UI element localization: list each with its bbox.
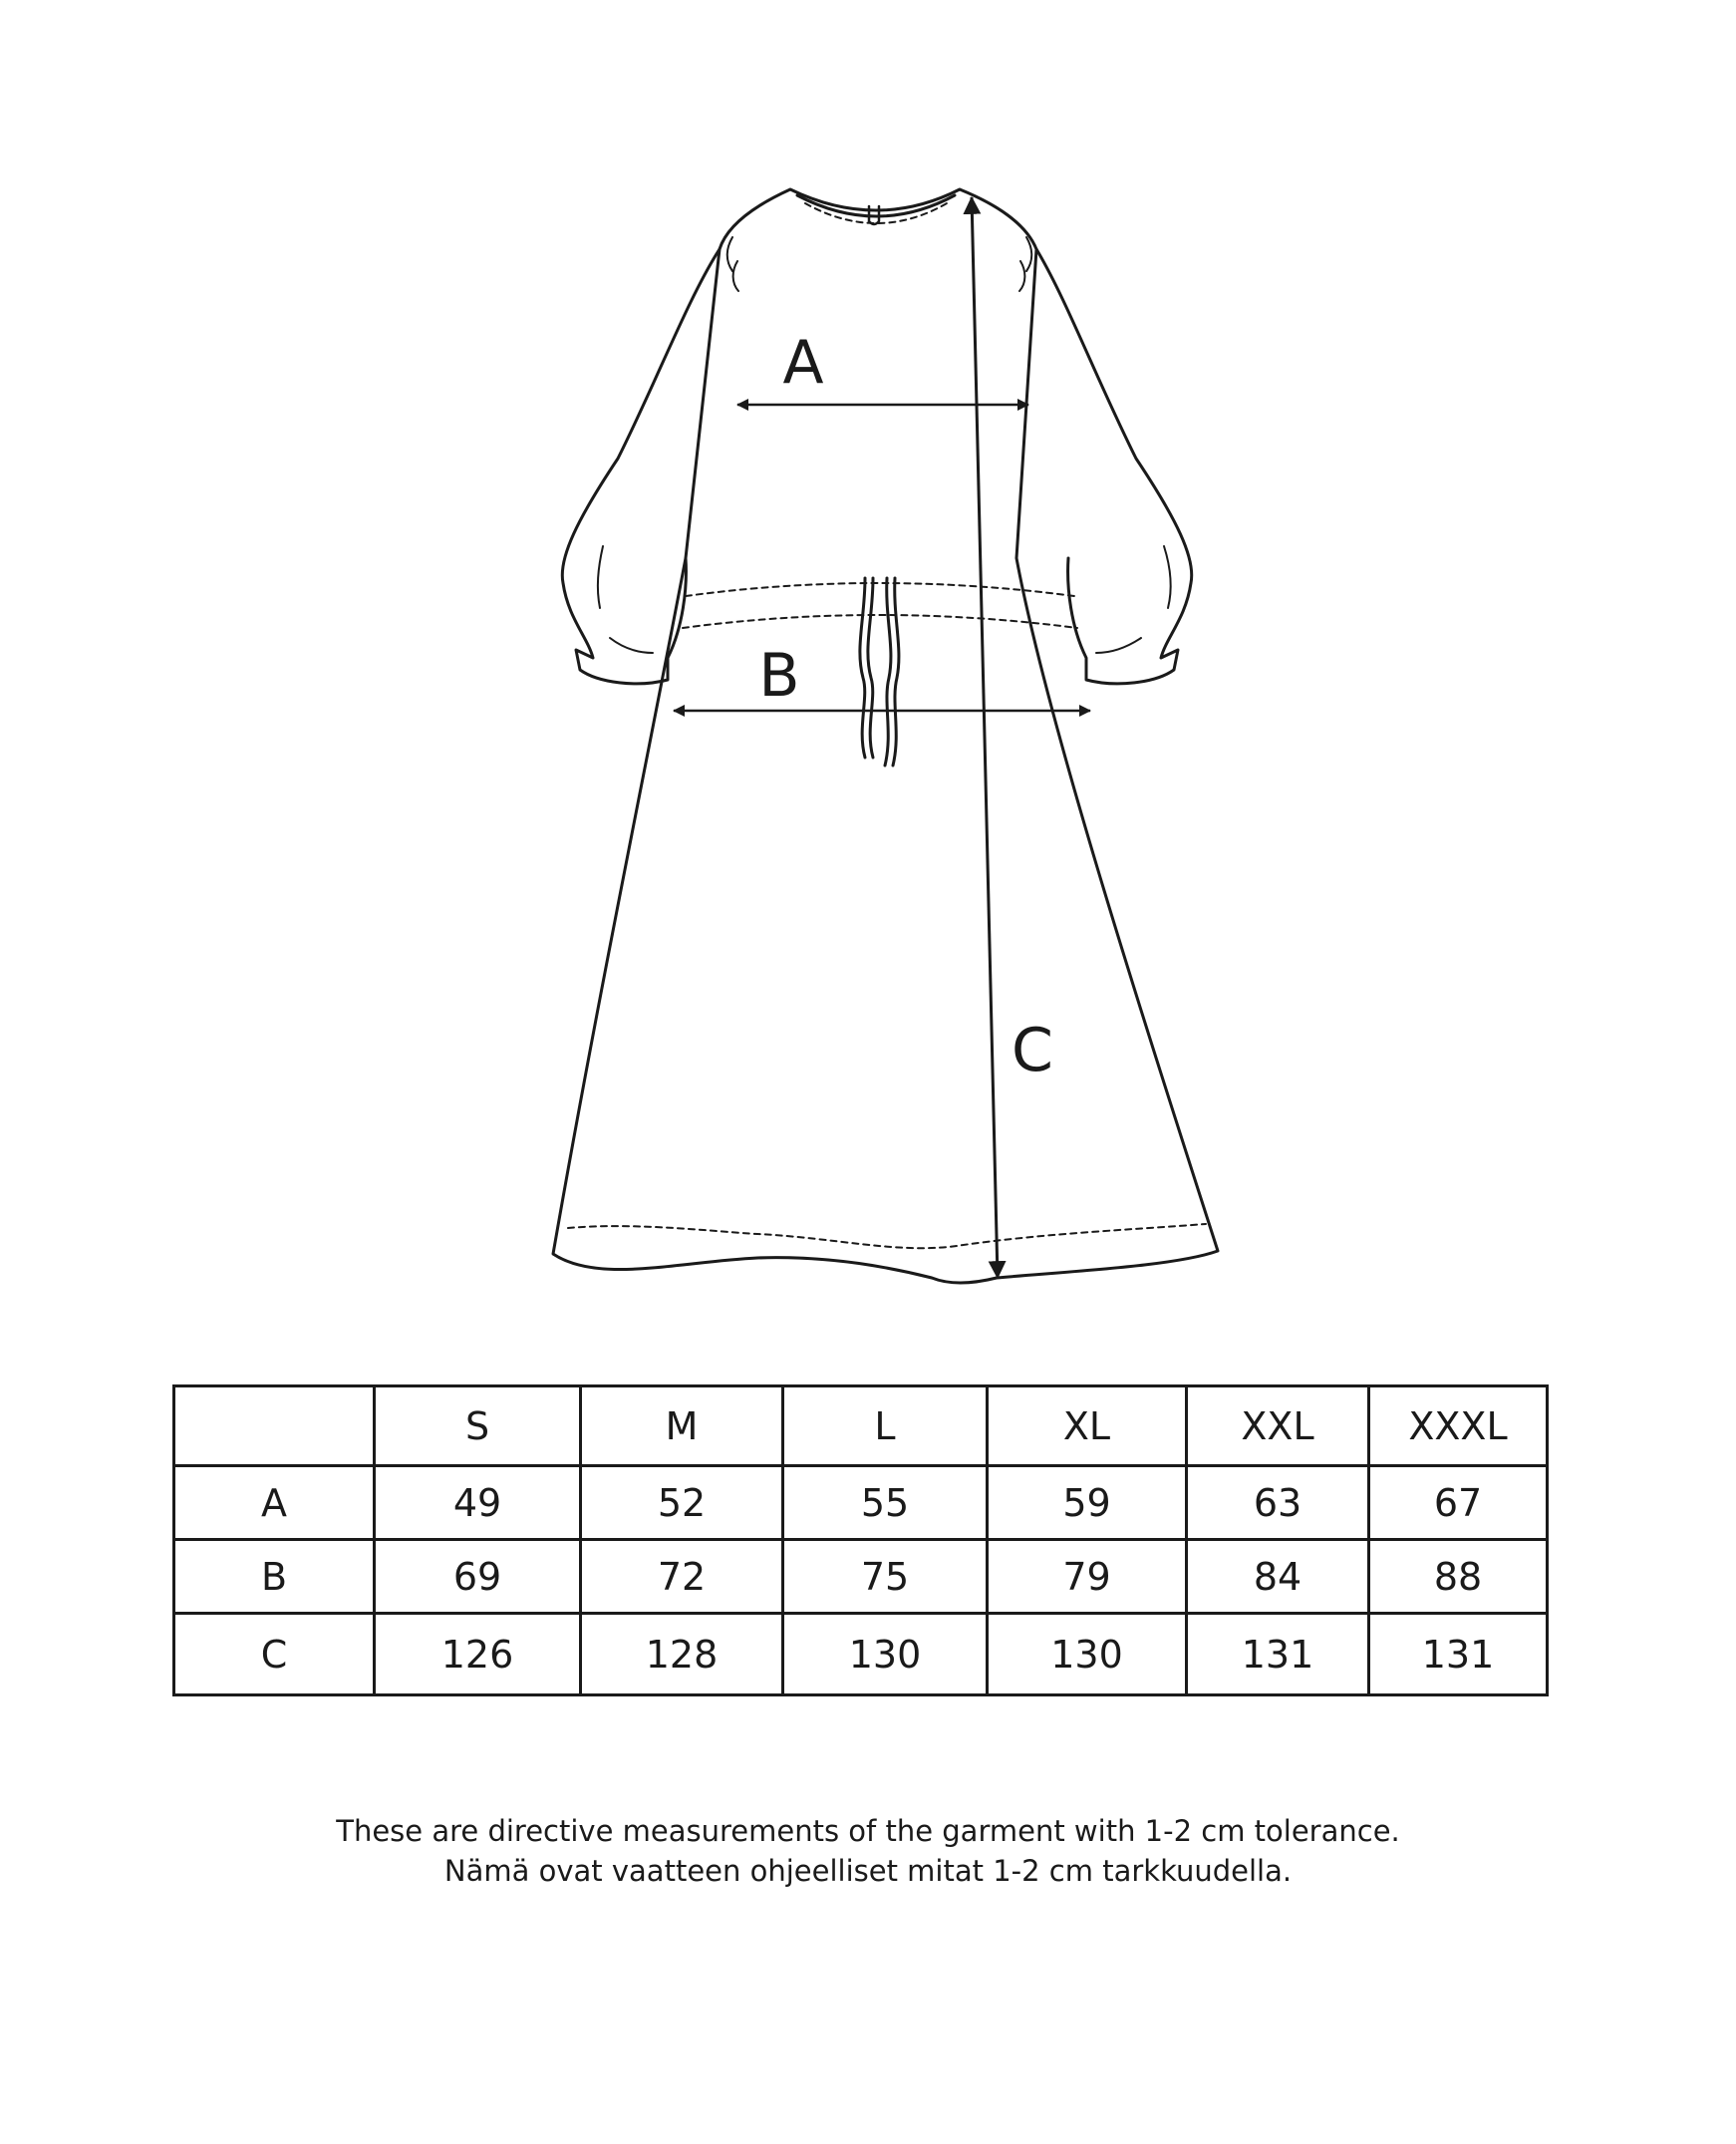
- right-shoulder-pleats: [1019, 237, 1031, 291]
- left-sleeve-gather: [598, 546, 603, 608]
- table-corner-cell: [174, 1386, 375, 1466]
- label-c: C: [1012, 1016, 1053, 1085]
- right-sleeve: [1036, 249, 1192, 684]
- drawstring-left: [860, 578, 865, 758]
- table-cell: 126: [375, 1614, 581, 1695]
- table-cell: 72: [581, 1540, 783, 1614]
- tolerance-note-finnish: Nämä ovat vaatteen ohjeelliset mitat 1-2 cm tarkkuudella.: [443, 1854, 1293, 1888]
- table-cell: 63: [1187, 1466, 1369, 1540]
- table-row: [174, 1540, 1548, 1614]
- measurement-label: C: [174, 1614, 375, 1695]
- measurement-label: B: [174, 1540, 375, 1614]
- size-header: XL: [988, 1386, 1187, 1466]
- left-cuff-gather: [610, 638, 653, 653]
- table-cell: 130: [783, 1614, 988, 1695]
- table-cell: 55: [783, 1466, 988, 1540]
- table-cell: 67: [1369, 1466, 1548, 1540]
- measurement-arrows: [674, 197, 1090, 1278]
- hem-stitch: [568, 1224, 1206, 1248]
- table-row: [174, 1614, 1548, 1695]
- size-header: XXXL: [1369, 1386, 1548, 1466]
- drawstring-right: [885, 578, 891, 766]
- right-sleeve-gather: [1164, 546, 1171, 608]
- waist-seam-lower: [683, 615, 1077, 628]
- table-row: [174, 1466, 1548, 1540]
- neckline: [797, 195, 955, 216]
- left-shoulder-pleats: [727, 237, 738, 291]
- size-header: M: [581, 1386, 783, 1466]
- label-a: A: [782, 328, 824, 398]
- arrow-c: [972, 197, 998, 1278]
- table-cell: 131: [1187, 1614, 1369, 1695]
- size-header: S: [375, 1386, 581, 1466]
- table-cell: 69: [375, 1540, 581, 1614]
- table-cell: 52: [581, 1466, 783, 1540]
- table-cell: 130: [988, 1614, 1187, 1695]
- neckline-stitch: [805, 203, 947, 223]
- label-b: B: [758, 641, 800, 711]
- table-cell: 49: [375, 1466, 581, 1540]
- table-cell: 59: [988, 1466, 1187, 1540]
- table-cell: 79: [988, 1540, 1187, 1614]
- size-header: L: [783, 1386, 988, 1466]
- table-cell: 88: [1369, 1540, 1548, 1614]
- right-cuff-gather: [1096, 638, 1141, 653]
- table-cell: 128: [581, 1614, 783, 1695]
- size-header: XXL: [1187, 1386, 1369, 1466]
- table-cell: 84: [1187, 1540, 1369, 1614]
- waist-seam-upper: [686, 583, 1074, 596]
- dress-body-outline: [553, 189, 1218, 1283]
- drawstring-left-inner: [868, 578, 873, 758]
- size-header-row: [174, 1386, 1548, 1466]
- table-cell: 75: [783, 1540, 988, 1614]
- dress-outline: [553, 189, 1218, 1283]
- drawstring-right-inner: [893, 578, 899, 766]
- tolerance-note-english: These are directive measurements of the garment with 1-2 cm tolerance.: [336, 1814, 1400, 1848]
- size-table: [172, 1384, 1549, 1696]
- measurement-label: A: [174, 1466, 375, 1540]
- table-cell: 131: [1369, 1614, 1548, 1695]
